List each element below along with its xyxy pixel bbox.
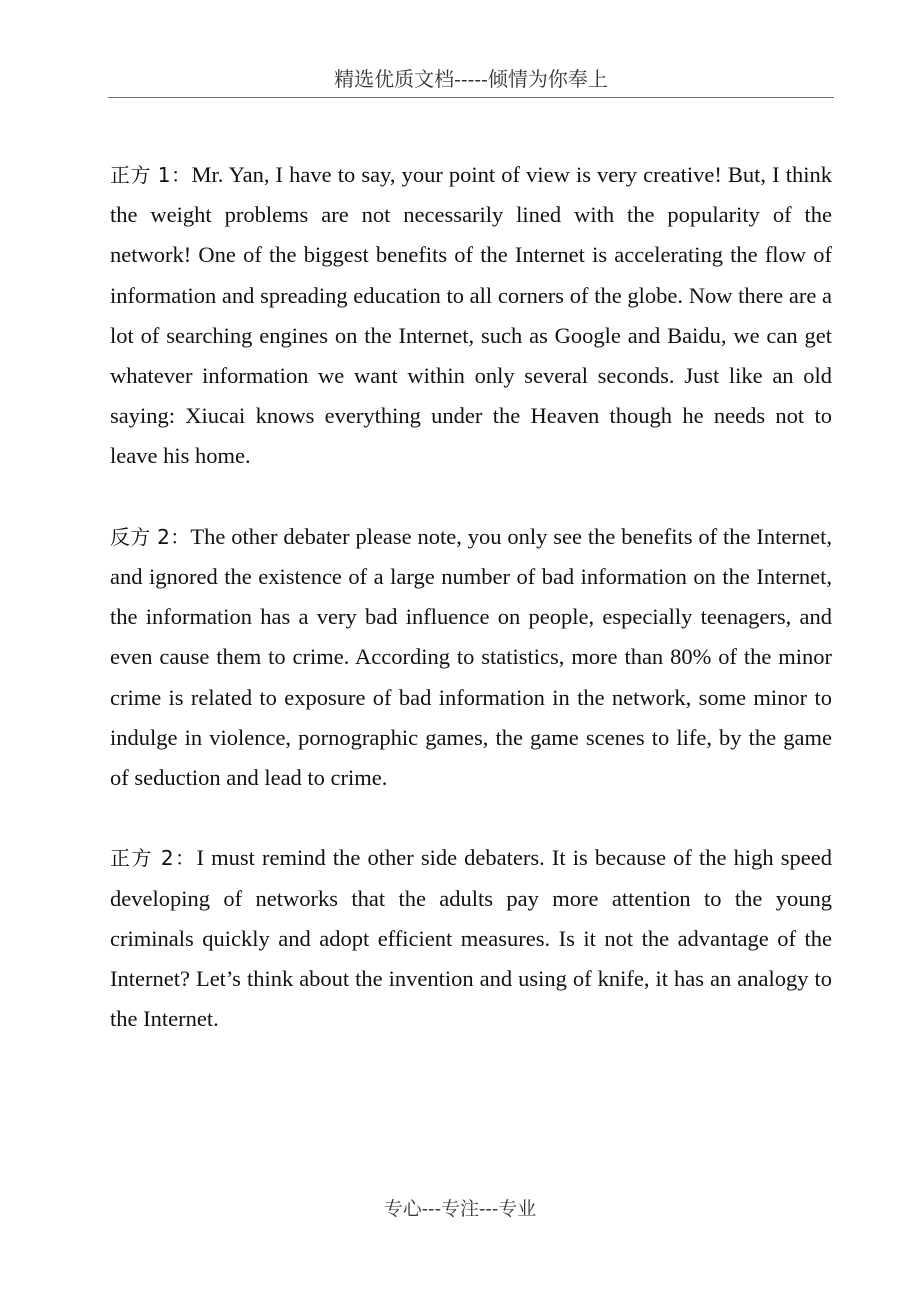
paragraph-text: I must remind the other side debaters. It is because of the high speed developing of networks that the adults pay more attention to the young criminals quickly and adopt efficient measures. Is it not the advantage of the Internet? Let’s think about the invention and using of knife, it has an analogy to the Internet. xyxy=(110,845,832,1032)
paragraph-text: Mr. Yan, I have to say, your point of view is very creative! But, I think the weight problems are not necessarily lined with the popularity of the network! One of the biggest benefits of the Internet is accelerating the flow of information and spreading education to all corners of the globe. Now there are a lot of searching engines on the Internet, such as Google and Baidu, we can get whatever information we want within only several seconds. Just like an old saying: Xiucai knows everything under the Heaven though he needs not to leave his home. xyxy=(110,162,832,469)
paragraph-text: The other debater please note, you only see the benefits of the Internet, and ignored the existence of a large number of bad information on the Internet, the information has a very bad influence on people, especially teenagers, and even cause them to crime. According to statistics, more than 80% of the minor crime is related to exposure of bad information in the network, some minor to indulge in violence, pornographic games, the game scenes to life, by the game of seduction and lead to crime. xyxy=(110,523,832,791)
paragraph-pro-1 xyxy=(110,155,832,477)
speaker-label: 正方 1： xyxy=(110,163,192,187)
page-footer: 专心---专注---专业 xyxy=(383,1198,537,1220)
page-header: 精选优质文档-----倾情为你奉上 xyxy=(108,64,834,98)
paragraph-con-2 xyxy=(110,517,832,798)
document-body xyxy=(110,155,832,1080)
paragraph-pro-2 xyxy=(110,838,832,1039)
speaker-label: 正方 2： xyxy=(110,846,197,871)
speaker-label: 反方 2： xyxy=(110,524,191,549)
